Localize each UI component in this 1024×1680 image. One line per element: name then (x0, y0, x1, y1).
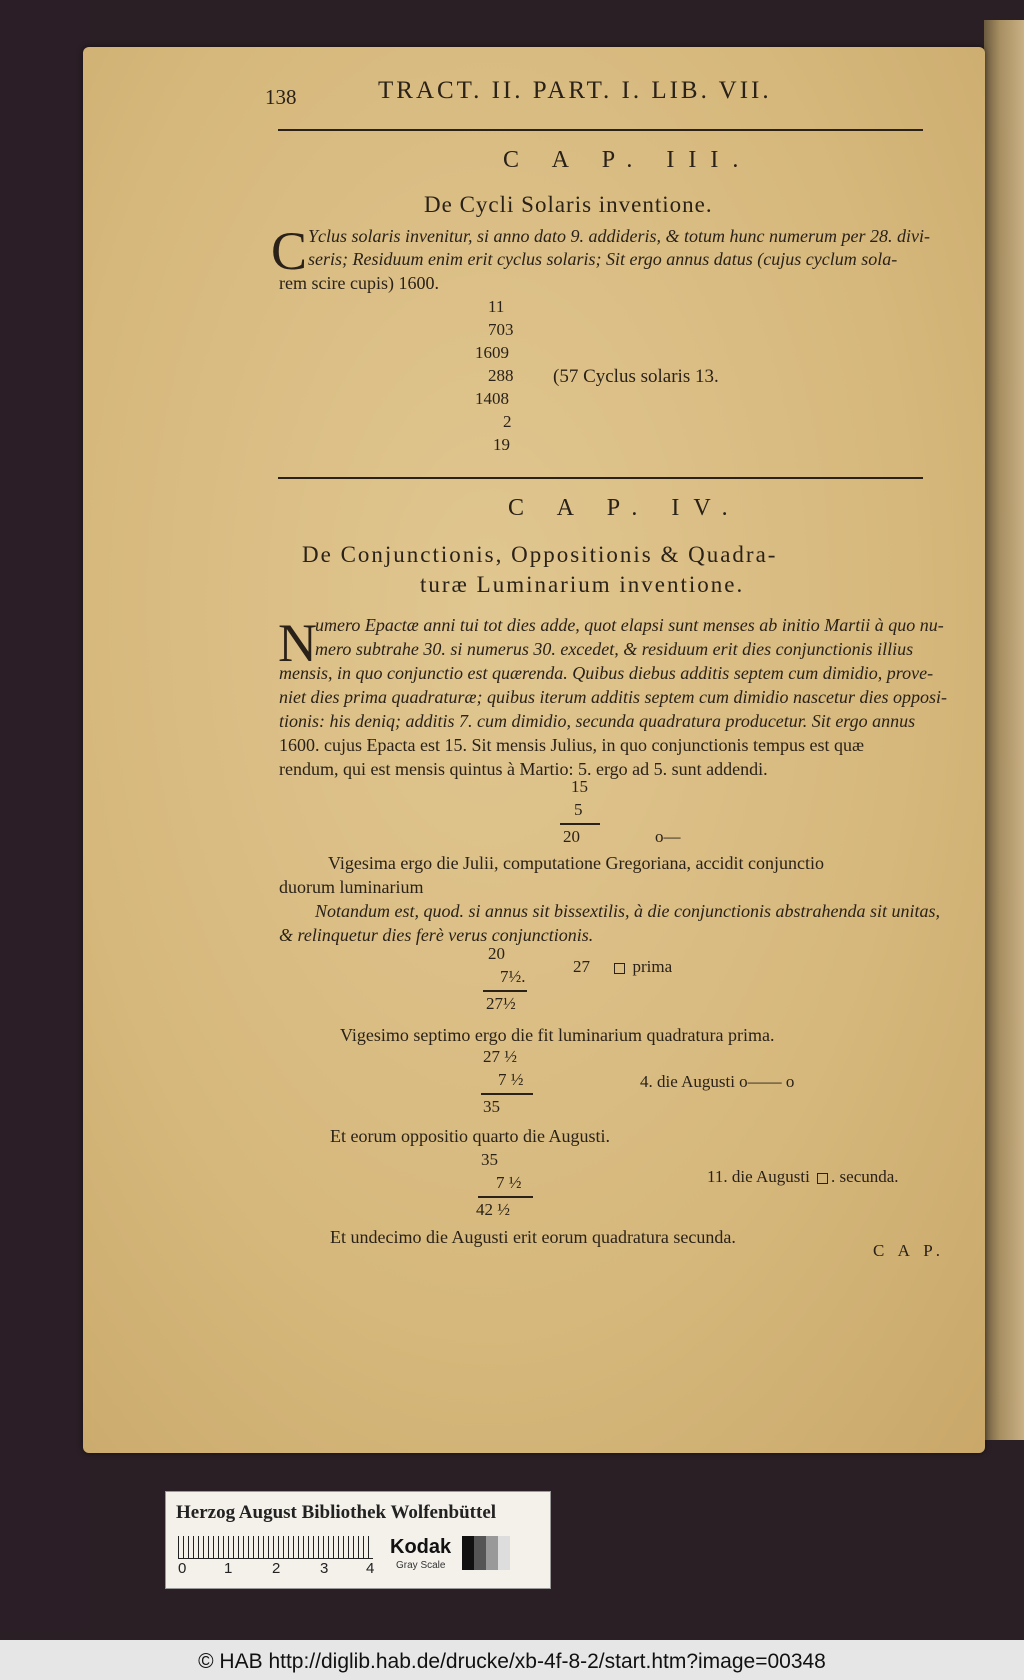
sum-4-addend: 35 (481, 1150, 498, 1169)
sum-4-note-post: . secunda. (831, 1167, 899, 1186)
calc-row: 703 (488, 320, 514, 339)
ch4-line-opp: Et eorum oppositio quarto die Augusti. (330, 1126, 610, 1146)
dropcap-n: N (278, 613, 317, 673)
background-left (0, 0, 90, 1630)
cyclus-note: (57 Cyclus solaris 13. (553, 366, 719, 387)
chapter-3-heading: C A P. III. (503, 147, 753, 173)
sum-2-note (573, 957, 672, 977)
ch4-para-line: umero Epactæ anni tui tot dies adde, quot elapsi sunt menses ab initio Martii à quo nu- (315, 615, 944, 635)
sum-4-result: 42 ½ (476, 1200, 510, 1219)
ch3-line-3: rem scire cupis) 1600. (279, 273, 439, 293)
ch4-para-line: 1600. cujus Epacta est 15. Sit mensis Julius, in quo conjunctionis tempus est quæ (279, 735, 864, 755)
kodak-logo: Kodak (390, 1536, 452, 1558)
book-page (83, 47, 985, 1453)
chapter-divider (278, 477, 923, 479)
quadrature-square-icon (817, 1173, 828, 1184)
ch4-line-vigesimo: Vigesimo septimo ergo die fit luminarium quadratura prima. (340, 1025, 775, 1045)
next-page-edge (984, 20, 1024, 1440)
calc-row: 288 (488, 366, 514, 385)
ch4-line-last: Et undecimo die Augusti erit eorum quadratura secunda. (330, 1227, 736, 1247)
sum-2-result: 27½ (486, 994, 516, 1013)
sum-1-result: 20 (563, 827, 580, 846)
chapter-4-heading: C A P. IV. (508, 495, 742, 521)
sum-3-result: 35 (483, 1097, 500, 1116)
ch3-line-1: Yclus solaris invenitur, si anno dato 9. addideris, & totum hunc numerum per 28. divi- (308, 226, 930, 246)
sum-2-note-number: 27 (573, 957, 590, 976)
chapter-4-title-line-2: turæ Luminarium inventione. (420, 572, 745, 597)
sum-line (560, 823, 600, 825)
gray-scale-label: Gray Scale (396, 1560, 446, 1571)
ruler-number: 3 (320, 1560, 329, 1577)
gray-patch (462, 1536, 474, 1570)
chapter-3-title: De Cycli Solaris inventione. (424, 192, 713, 217)
sum-2-addend: 20 (488, 944, 505, 963)
ruler-number: 0 (178, 1560, 187, 1577)
sum-4-note (707, 1167, 899, 1187)
page-number: 138 (265, 85, 297, 109)
calc-row: 1609 (475, 343, 509, 362)
scale-ruler (178, 1536, 373, 1559)
sum-2-addend: 7½. (500, 967, 526, 986)
ruler-number: 1 (224, 1560, 233, 1577)
sum-1-addend: 15 (571, 777, 588, 796)
color-control-strip (165, 1491, 551, 1589)
conjunction-symbol: o— (655, 827, 681, 846)
sum-1-addend: 5 (574, 800, 583, 819)
header-rule (278, 129, 923, 131)
ch3-line-2: seris; Residuum enim erit cyclus solaris; Sit ergo annus datus (cujus cyclum sola- (308, 249, 898, 269)
ch4-line-duorum: duorum luminarium (279, 877, 424, 897)
ch4-para-line: niet dies prima quadraturæ; quibus iterum additis septem cum dimidio nascetur dies opposi- (279, 687, 947, 707)
sum-2-note-text: prima (632, 957, 673, 976)
footer-credit: © HAB http://diglib.hab.de/drucke/xb-4f-8-2/start.htm?image=00348 (198, 1650, 826, 1673)
calc-row: 2 (503, 412, 512, 431)
ch4-line-vigesima: Vigesima ergo die Julii, computatione Gregoriana, accidit conjunctio (328, 853, 824, 873)
running-title: TRACT. II. PART. I. LIB. VII. (378, 77, 772, 104)
ch4-nota-1: Notandum est, quod. si annus sit bissextilis, à die conjunctionis abstrahenda sit unitas, (315, 901, 941, 921)
sum-3-addend: 27 ½ (483, 1047, 517, 1066)
sum-line (481, 1093, 533, 1095)
quadrature-square-icon (614, 963, 625, 974)
sum-line (478, 1196, 533, 1198)
ch4-para-line: mensis, in quo conjunctio est quærenda. Quibus diebus additis septem cum dimidio, prove- (279, 663, 934, 683)
chapter-4-title-line-1: De Conjunctionis, Oppositionis & Quadra- (302, 542, 778, 567)
ch4-para-line: tionis: his deniq; additis 7. cum dimidio, secunda quadratura producetur. Sit ergo annus (279, 711, 916, 731)
gray-patch (486, 1536, 498, 1570)
ch4-nota-2: & relinquetur dies ferè verus conjunctionis. (279, 925, 594, 945)
dropcap-c: C (271, 221, 308, 281)
ruler-number: 2 (272, 1560, 281, 1577)
footer-bar (0, 1640, 1024, 1680)
ruler-number: 4 (366, 1560, 375, 1577)
sum-4-addend: 7 ½ (496, 1173, 522, 1192)
ch4-para-line: rendum, qui est mensis quintus à Martio: 5. ergo ad 5. sunt addendi. (279, 759, 768, 779)
library-name: Herzog August Bibliothek Wolfenbüttel (176, 1502, 497, 1523)
sum-line (483, 990, 527, 992)
gray-patch (474, 1536, 486, 1570)
ch4-para-line: mero subtrahe 30. si numerus 30. excedet, & residuum erit dies conjunctionis illius (315, 639, 914, 659)
sum-3-note: 4. die Augusti o—— o (640, 1072, 795, 1091)
calc-row: 11 (488, 297, 505, 316)
sum-3-addend: 7 ½ (498, 1070, 524, 1089)
catchword: C A P. (873, 1241, 946, 1260)
calc-row: 19 (493, 435, 510, 454)
sum-4-note-pre: 11. die Augusti (707, 1167, 810, 1186)
calc-row: 1408 (475, 389, 509, 408)
gray-patch (498, 1536, 510, 1570)
